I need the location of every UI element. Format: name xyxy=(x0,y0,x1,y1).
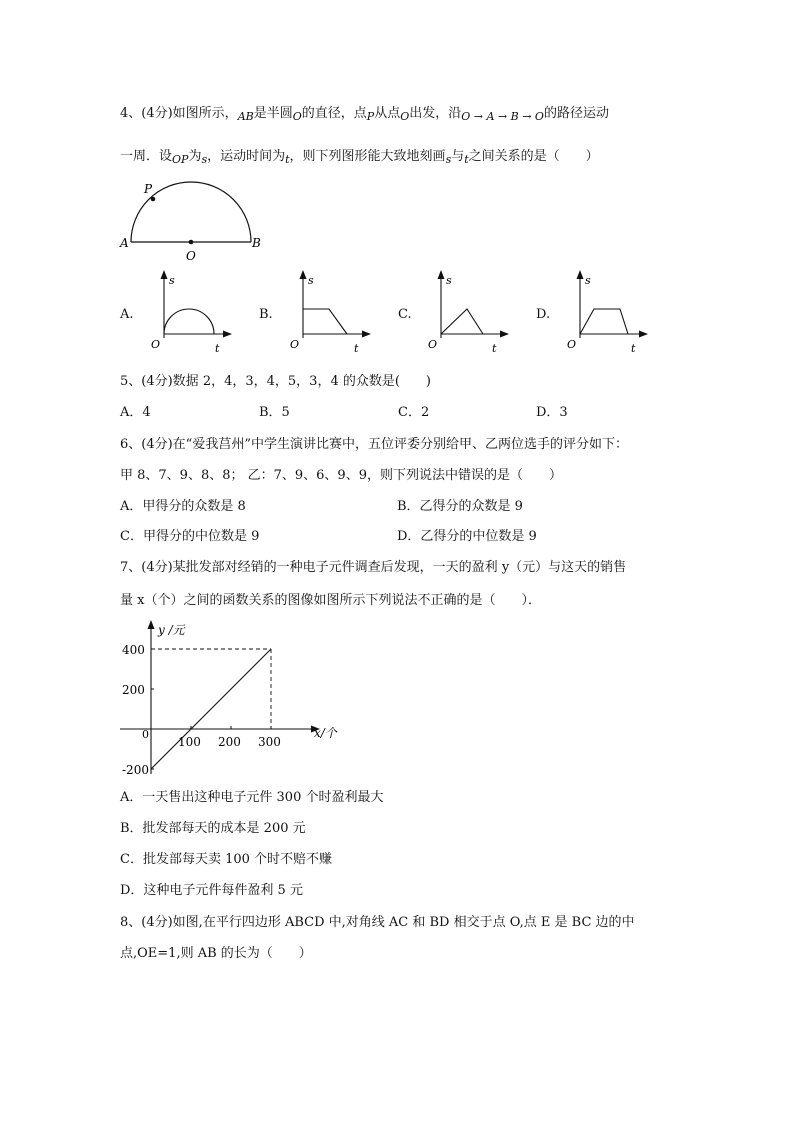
y-tick-label: -200 xyxy=(122,763,149,777)
x-axis-label: x/个 xyxy=(314,726,337,740)
graph-d xyxy=(562,268,652,356)
s-label: s xyxy=(446,274,452,287)
y-axis-label: y /元 xyxy=(158,623,185,637)
q4-stem-line2: 一周．设$_{OP}$为$_s$，运动时间为$_t$，则下列图形能大致地刻画$_s$与$_t$之间关系的是（ ） xyxy=(120,149,599,166)
o-label: O xyxy=(290,338,300,351)
q4-option-c-label: C. xyxy=(398,307,412,322)
q6-stem-line2: 甲 8、7、9、8、8； 乙：7、9、6、9、9，则下列说法中错误的是（ ） xyxy=(120,468,562,483)
q7-line-chart xyxy=(118,612,358,784)
q8-stem-line2: 点,OE=1,则 AB 的长为（ ） xyxy=(120,946,312,961)
s-arrow xyxy=(300,270,307,279)
q8-stem: 8、(4分)如图,在平行四边形 ABCD 中,对角线 AC 和 BD 相交于点 O,点 E 是 BC 边的中 xyxy=(120,915,635,930)
t-arrow xyxy=(223,331,232,338)
s-label: s xyxy=(169,274,175,287)
q5-option-d: D．3 xyxy=(536,405,568,420)
point-p xyxy=(151,197,156,202)
t-label: t xyxy=(631,342,636,355)
q7-option-b: B．批发部每天的成本是 200 元 xyxy=(120,821,306,836)
graph-c xyxy=(423,268,513,356)
t-arrow xyxy=(362,331,371,338)
q4-option-b-label: B. xyxy=(259,307,273,322)
origin-label: 0 xyxy=(142,728,149,741)
curve xyxy=(580,309,628,334)
q5-option-c: C．2 xyxy=(398,405,430,420)
q5-option-b: B．5 xyxy=(259,405,290,420)
q6-option-c: C．甲得分的中位数是 9 xyxy=(120,529,260,544)
x-tick-label: 200 xyxy=(218,735,241,749)
graph-b xyxy=(285,268,375,356)
point-o xyxy=(189,240,194,245)
series-line xyxy=(151,649,271,769)
q5-stem: 5、(4分)数据 2，4，3，4，5，3，4 的众数是( ) xyxy=(120,374,431,389)
label-a: A xyxy=(120,236,129,250)
label-p: P xyxy=(144,182,153,196)
q6-option-d: D．乙得分的中位数是 9 xyxy=(397,529,537,544)
q7-option-a: A．一天售出这种电子元件 300 个时盈利最大 xyxy=(120,790,384,805)
q6-option-a: A．甲得分的众数是 8 xyxy=(120,499,246,514)
graph-a xyxy=(146,268,236,356)
q4-option-a-label: A. xyxy=(120,307,134,322)
s-label: s xyxy=(585,274,591,287)
s-arrow xyxy=(577,270,584,279)
q4-stem-line1: 4、(4分)如图所示，$_{AB}$是半圆$_O$的直径，点$_P$从点$_O$出发，沿$_{O \to A \to B \to O}$的路径运动 xyxy=(120,106,609,123)
label-o: O xyxy=(186,249,196,263)
semicircle-figure xyxy=(120,180,270,262)
y-tick-label: 200 xyxy=(122,683,145,697)
q6-option-b: B．乙得分的众数是 9 xyxy=(397,499,523,514)
chart-marks xyxy=(122,643,281,777)
curve xyxy=(441,309,483,334)
q7-stem-line2: 量 x（个）之间的函数关系的图像如图所示下列说法不正确的是（ ）． xyxy=(120,593,541,608)
label-b: B xyxy=(252,236,261,250)
q7-option-c: C．批发部每天卖 100 个时不赔不赚 xyxy=(120,852,333,867)
curve xyxy=(303,309,347,334)
y-axis-arrow xyxy=(148,620,155,629)
y-tick-label: 400 xyxy=(122,643,145,657)
t-arrow xyxy=(639,331,648,338)
curve xyxy=(164,309,214,334)
t-label: t xyxy=(492,342,497,355)
x-tick-label: 100 xyxy=(178,735,201,749)
s-arrow xyxy=(161,270,168,279)
q5-option-a: A．4 xyxy=(120,405,151,420)
s-arrow xyxy=(438,270,445,279)
t-arrow xyxy=(500,331,509,338)
q7-option-d: D．这种电子元件每件盈利 5 元 xyxy=(120,883,303,898)
o-label: O xyxy=(151,338,161,351)
o-label: O xyxy=(428,338,438,351)
t-label: t xyxy=(354,342,359,355)
x-tick-label: 300 xyxy=(258,735,281,749)
s-label: s xyxy=(308,274,314,287)
o-label: O xyxy=(567,338,577,351)
q6-stem: 6、(4分)在“爱我莒州”中学生演讲比赛中，五位评委分别给甲、乙两位选手的评分如下： xyxy=(120,437,628,452)
q4-path: O → A → B → O xyxy=(461,110,544,123)
t-label: t xyxy=(215,342,220,355)
q4-option-d-label: D. xyxy=(536,307,551,322)
q7-stem: 7、(4分)某批发部对经销的一种电子元件调查后发现，一天的盈利 y（元）与这天的销售 xyxy=(120,560,627,575)
